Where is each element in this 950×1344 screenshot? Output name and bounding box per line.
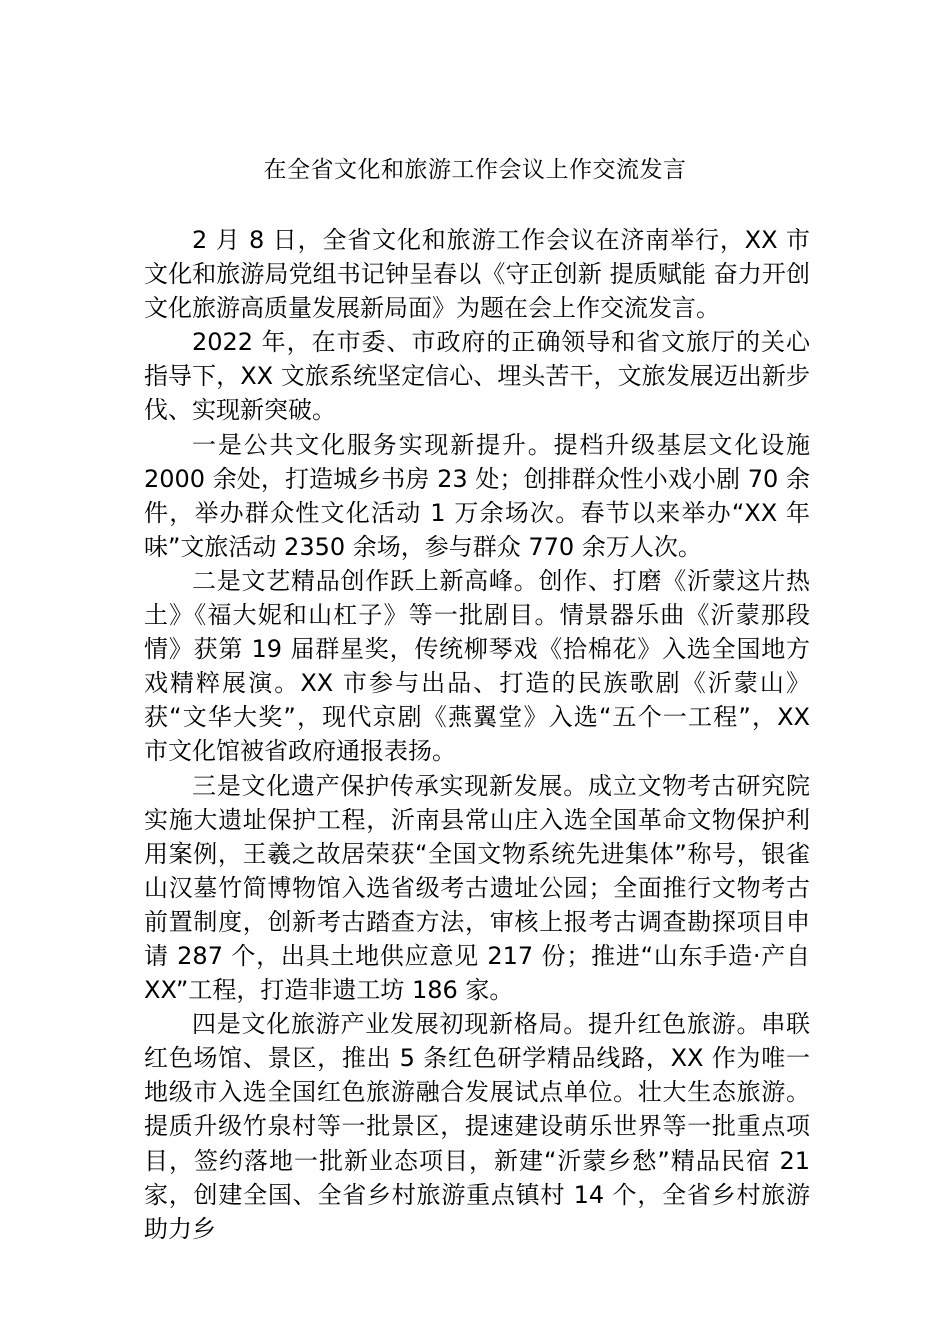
document-title: 在全省文化和旅游工作会议上作交流发言 [263, 157, 687, 183]
paragraph-tourism-industry: 四是文化旅游产业发展初现新格局。提升红色旅游。串联红色场馆、景区，推出 5 条红色研学精品线路，XX 作为唯一地级市入选全国红色旅游融合发展试点单位。壮大生态旅游。提质升级竹泉村等一批景区，提速建设萌乐世界等一批重点项目，签约落地一批新业态项目，新建“沂蒙乡愁”精品民宿 21 家，创建全国、全省乡村旅游重点镇村 14 个，全省乡村旅游助力乡 [144, 1010, 810, 1243]
paragraph-2022-overview: 2022 年，在市委、市政府的正确领导和省文旅厅的关心指导下，XX 文旅系统坚定信心、埋头苦干，文旅发展迈出新步伐、实现新突破。 [144, 328, 810, 425]
paragraph-public-culture: 一是公共文化服务实现新提升。提档升级基层文化设施 2000 余处，打造城乡书房 23 处；创排群众性小戏小剧 70 余件，举办群众性文化活动 1 万余场次。春节以来举办“XX 年味”文旅活动 2350 余场，参与群众 770 余万人次。 [144, 430, 810, 561]
paragraph-heritage: 三是文化遗产保护传承实现新发展。成立文物考古研究院实施大遗址保护工程，沂南县常山庄入选全国革命文物保护利用案例，王羲之故居荣获“全国文物系统先进集体”称号，银雀山汉墓竹简博物馆入选省级考古遗址公园；全面推行文物考古前置制度，创新考古踏查方法，审核上报考古调查勘探项目申请 287 个，出具土地供应意见 217 份；推进“山东手造·产自 XX”工程，打造非遗工坊 186 家。 [144, 771, 810, 1005]
document-body [144, 223, 810, 1246]
paragraph-meeting-intro: 2 月 8 日，全省文化和旅游工作会议在济南举行，XX 市文化和旅游局党组书记钟呈春以《守正创新 提质赋能 奋力开创文化旅游高质量发展新局面》为题在会上作交流发言。 [144, 226, 810, 323]
paragraph-art-works: 二是文艺精品创作跃上新高峰。创作、打磨《沂蒙这片热土》《福大妮和山杠子》等一批剧目。情景器乐曲《沂蒙那段情》获第 19 届群星奖，传统柳琴戏《拾棉花》入选全国地方戏精粹展演。XX 市参与出品、打造的民族歌剧《沂蒙山》获“文华大奖”，现代京剧《燕翼堂》入选“五个一工程”，XX 市文化馆被省政府通报表扬。 [144, 566, 810, 766]
